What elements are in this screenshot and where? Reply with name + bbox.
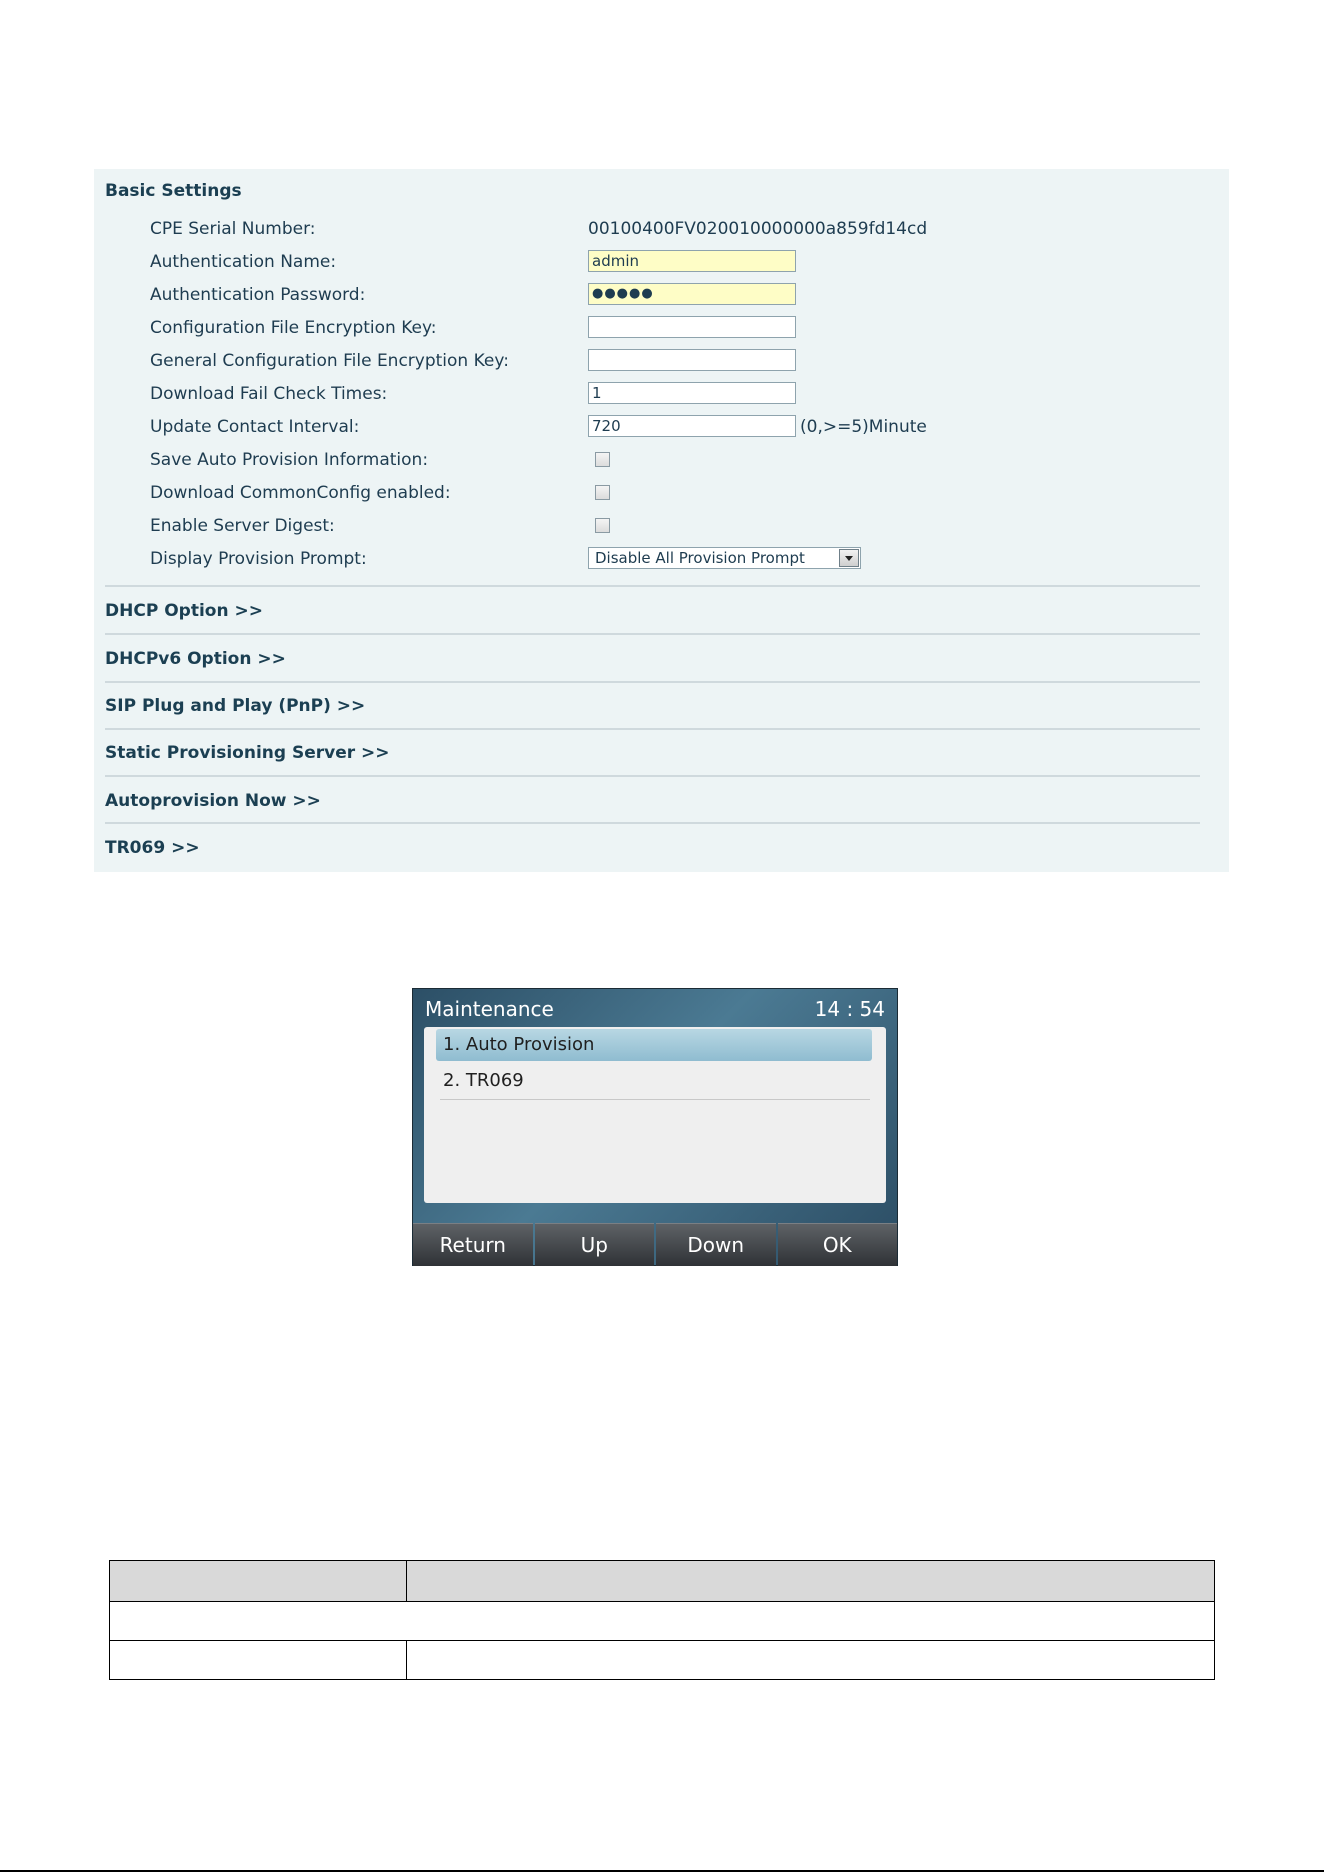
cpe-serial-value: 00100400FV020010000000a859fd14cd [588,219,928,239]
table-row [110,1602,1215,1641]
section-dhcp-option[interactable]: DHCP Option >> [105,601,263,621]
menu-item-label: 2. TR069 [443,1070,524,1091]
table-header-cell [110,1561,407,1602]
chevron-down-icon[interactable] [839,549,859,567]
table-header-row [110,1561,1215,1602]
basic-settings-title: Basic Settings [105,181,242,201]
update-contact-interval-input[interactable] [588,415,796,437]
auth-name-label: Authentication Name: [150,252,337,272]
section-divider [105,728,1200,730]
section-divider [105,822,1200,824]
return-softkey[interactable]: Return [413,1223,533,1266]
menu-item-tr069[interactable] [436,1065,872,1097]
provision-settings-panel [94,169,1229,872]
section-autoprovision-now[interactable]: Autoprovision Now >> [105,791,321,811]
section-dhcpv6-option[interactable]: DHCPv6 Option >> [105,649,286,669]
auth-name-input[interactable] [588,250,796,272]
softkey-bar [413,1223,897,1265]
enable-server-digest-checkbox[interactable] [595,518,610,533]
save-auto-provision-label: Save Auto Provision Information: [150,450,429,470]
download-commonconfig-label: Download CommonConfig enabled: [150,483,451,503]
up-softkey[interactable]: Up [535,1223,655,1266]
general-config-encryption-key-input[interactable] [588,349,796,371]
save-auto-provision-checkbox[interactable] [595,452,610,467]
section-divider [105,633,1200,635]
table-header-cell [407,1561,1215,1602]
table-cell [110,1602,1215,1641]
config-encryption-key-input[interactable] [588,316,796,338]
table-cell [110,1641,407,1680]
display-provision-prompt-select[interactable] [588,547,861,569]
phone-screen [412,988,898,1266]
phone-menu-title: Maintenance [425,997,554,1021]
menu-item-label: 1. Auto Provision [443,1034,595,1055]
phone-menu-list [424,1027,886,1203]
auth-password-label: Authentication Password: [150,285,366,305]
menu-separator [440,1099,870,1100]
menu-item-auto-provision[interactable] [436,1029,872,1061]
parameter-table [109,1560,1215,1680]
interval-unit-hint: (0,>=5)Minute [800,417,927,437]
section-static-provisioning-server[interactable]: Static Provisioning Server >> [105,743,390,763]
section-divider [105,585,1200,587]
section-divider [105,775,1200,777]
table-cell [407,1641,1215,1680]
auth-password-input[interactable]: ●●●●● [588,283,796,305]
update-contact-interval-label: Update Contact Interval: [150,417,360,437]
section-divider [105,681,1200,683]
cpe-serial-label: CPE Serial Number: [150,219,316,239]
select-value: Disable All Provision Prompt [595,549,805,567]
enable-server-digest-label: Enable Server Digest: [150,516,335,536]
display-provision-prompt-label: Display Provision Prompt: [150,549,367,569]
table-row [110,1641,1215,1680]
download-commonconfig-checkbox[interactable] [595,485,610,500]
section-tr069[interactable]: TR069 >> [105,838,200,858]
section-sip-pnp[interactable]: SIP Plug and Play (PnP) >> [105,696,366,716]
down-softkey[interactable]: Down [656,1223,776,1266]
ok-softkey[interactable]: OK [778,1223,898,1266]
general-config-encryption-key-label: General Configuration File Encryption Key: [150,351,509,371]
download-fail-check-label: Download Fail Check Times: [150,384,388,404]
config-encryption-key-label: Configuration File Encryption Key: [150,318,437,338]
download-fail-check-input[interactable] [588,382,796,404]
phone-clock: 14 : 54 [814,997,885,1021]
